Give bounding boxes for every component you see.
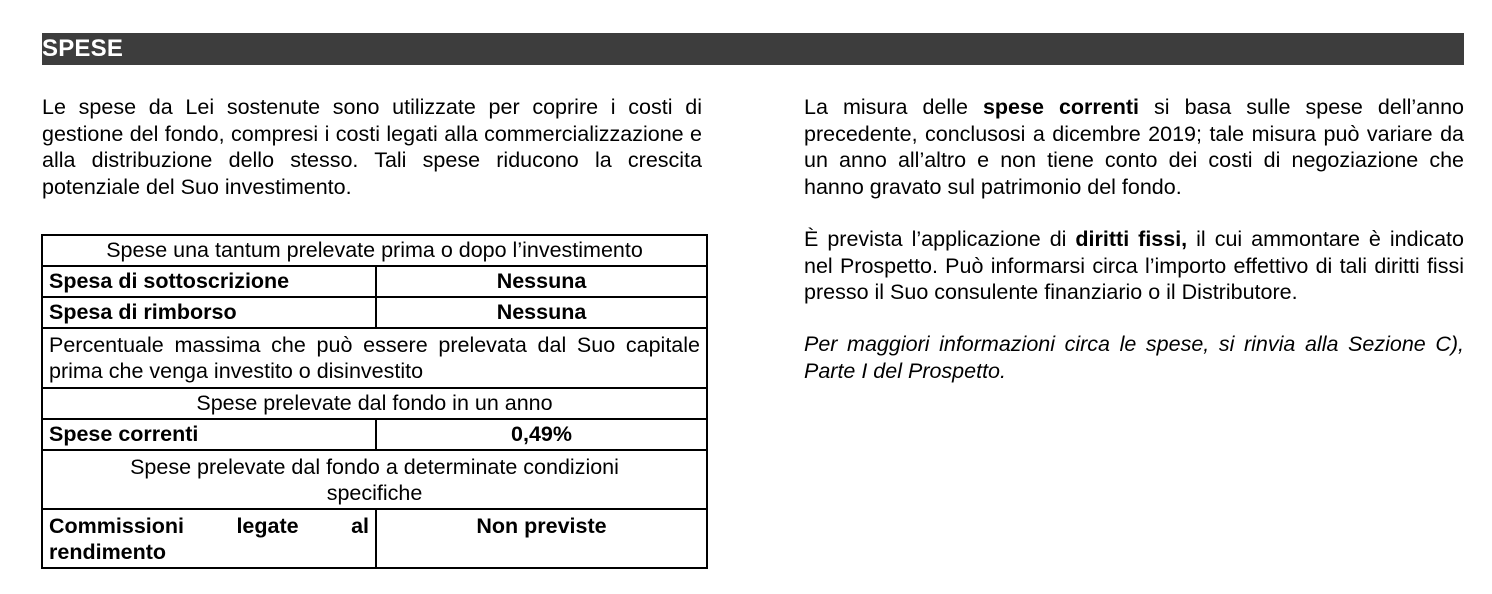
bold-term: spese correnti [982,95,1139,119]
prospectus-reference: Per maggiori informazioni circa le spese, si rinvia alla Sezione C), Parte I del Prospetto. [804,331,1464,383]
section-header-bar [42,33,1464,65]
table-row [42,235,707,266]
fixed-fees-explanation [804,226,1464,306]
table-row [42,266,707,297]
section-title: SPESE [42,35,124,62]
ongoing-charges-value: 0,49% [376,419,707,450]
right-column [804,94,1464,409]
text-span: È prevista l’applicazione di [804,226,1076,251]
redemption-fee-label: Spesa di rimborso [42,297,376,328]
ongoing-charges-explanation [804,94,1464,201]
table-row [42,419,707,450]
intro-paragraph: Le spese da Lei sostenute sono utilizzate per coprire i costi di gestione del fondo, compresi i costi legati alla commercializzazione e alla distribuzione dello stesso. Tali spese riducono la crescita potenziale del Suo investimento. [42,95,702,200]
max-percentage-note: Percentuale massima che può essere prelevata dal Suo capitale prima che venga investito o disinvestito [42,328,707,388]
one-off-header: Spese una tantum prelevate prima o dopo l’investimento [42,235,707,266]
redemption-fee-value: Nessuna [376,297,707,328]
table-row [42,328,707,388]
subscription-fee-label: Spesa di sottoscrizione [42,266,376,297]
ongoing-charges-label: Spese correnti [42,419,376,450]
text-span: il cui ammontare è indicato nel Prospetto. Può informarsi circa l’importo effettivo di tali diritti fissi presso il Suo consulente finanziario o il Distributore. [804,226,1464,305]
specific-conditions-header: Spese prelevate dal fondo a determinate condizioni specifiche [42,450,707,509]
fees-table [41,234,708,569]
bold-term: diritti fissi, [1075,226,1188,251]
yearly-fees-header: Spese prelevate dal fondo in un anno [42,388,707,419]
performance-fee-value: Non previste [376,509,707,568]
table-row [42,297,707,328]
performance-fee-label: Commissioni legate al rendimento [42,509,376,568]
table-row [42,450,707,509]
table-row [42,388,707,419]
table-row [42,509,707,568]
subscription-fee-value: Nessuna [376,266,707,297]
text-span: si basa sulle spese dell’anno precedente, conclusosi a dicembre 2019; tale misura può variare da un anno all’altro e non tiene conto dei costi di negoziazione che hanno gravato sul patrimonio del fondo. [804,95,1464,200]
text-span: La misura delle [804,95,983,119]
